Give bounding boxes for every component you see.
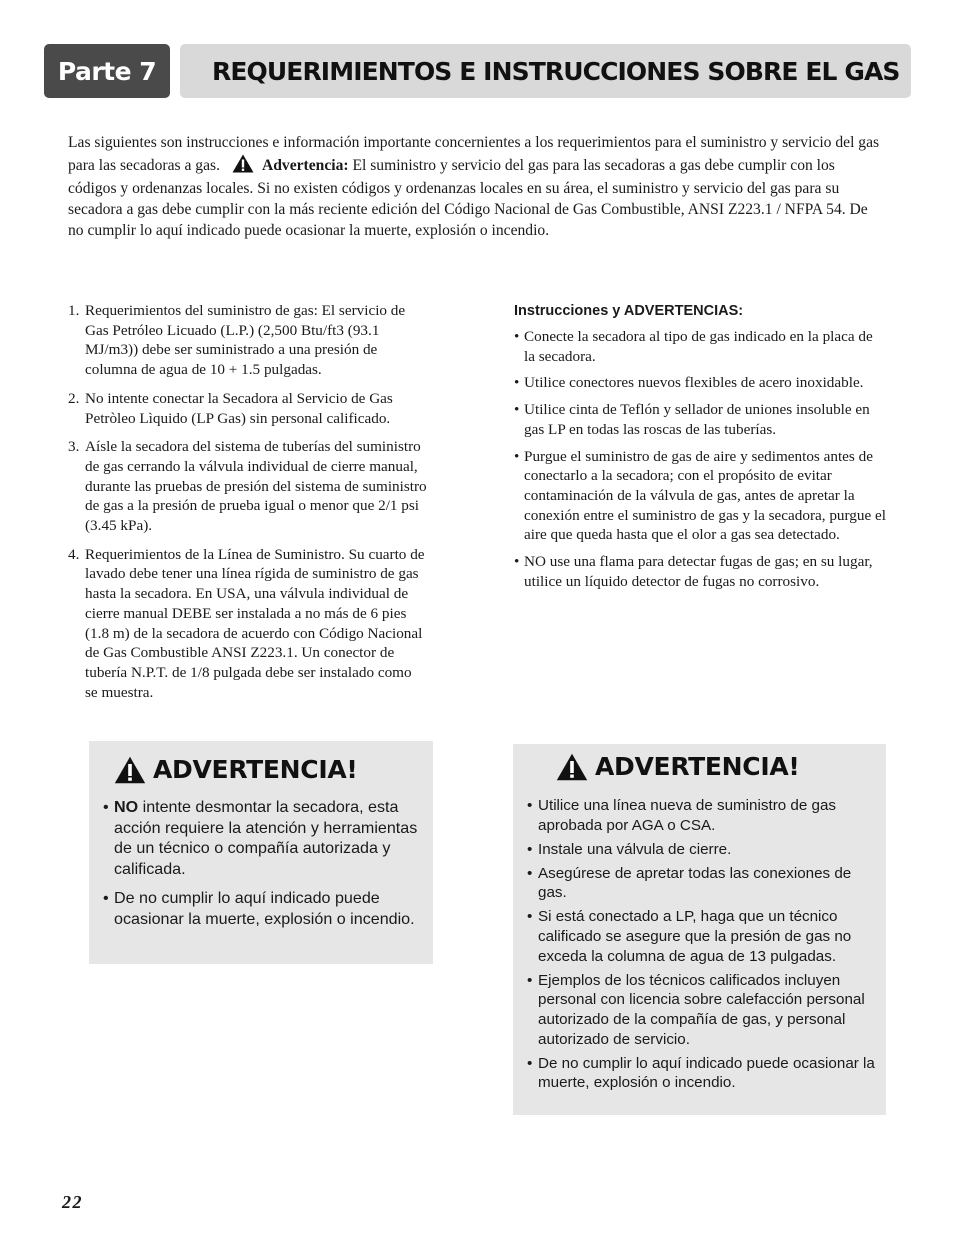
list-item: • Ejemplos de los técnicos calificados incluyen personal con licencia sobre calefacción personal autorizado de la compañía de gas, y personal autorizado de servicio. [527,971,865,1048]
instructions-list [514,327,886,598]
list-item: • Utilice una línea nueva de suministro de gas aprobada por AGA o CSA. [527,797,837,834]
warning-heading: ADVERTENCIA! [114,755,358,784]
list-item: 4. Requerimientos de la Línea de Suministro. Su cuarto de lavado debe tener una línea rígida de suministro de gas hasta la secadora. En USA, una válvula individual de cierre manual DEBE ser instalada a no más de 6 pies (1.8 m) de la secadora de acuerdo con Código Nacional de Gas Combustible ANSI Z223.1. Un conector de tubería N.P.T. de 1/8 pulgada debe ser instalado como se muestra. [68,545,425,701]
list-item: • De no cumplir lo aquí indicado puede ocasionar la muerte, explosión o incendio. [527,1054,875,1092]
part-label: Parte 7 [44,44,170,98]
list-item: • De no cumplir lo aquí indicado puede ocasionar la muerte, explosión o incendio. [103,888,415,928]
list-item: • Utilice cinta de Teflón y sellador de uniones insoluble en gas LP en todas las roscas de las tuberías. [514,401,870,438]
warning-triangle-icon [556,753,588,781]
list-item: • Utilice conectores nuevos flexibles de acero inoxidable. [514,374,864,392]
warning-heading: ADVERTENCIA! [556,752,800,781]
list-item: • Asegúrese de apretar todas las conexiones de gas. [527,864,852,902]
page-title: REQUERIMIENTOS E INSTRUCCIONES SOBRE EL GAS [212,56,900,86]
intro-paragraph [68,133,883,242]
list-item: 1. Requerimientos del suministro de gas: El servicio de Gas Petróleo Licuado (L.P.) (2,500 Btu/ft3 (93.1 MJ/m3)) debe ser suministrado a una presión de columna de agua de 10 + 1.5 pulgadas. [68,302,406,379]
requirements-list [68,301,428,711]
warning-box-left [89,741,433,964]
instructions-heading: Instrucciones y ADVERTENCIAS: [514,303,744,319]
list-item: • NO use una flama para detectar fugas de gas; en su lugar, utilice un líquido detector de fugas no corrosivo. [514,553,873,590]
title-bar [180,44,911,98]
list-item: • Conecte la secadora al tipo de gas indicado en la placa de la secadora. [514,328,873,365]
warning-list-left [103,797,425,937]
list-item: 2. No intente conectar la Secadora al Servicio de Gas Petròleo Lìquido (LP Gas) sin personal calificado. [68,389,393,427]
intro-warning-text: El suministro y servicio del gas para las secadoras a gas debe cumplir con los códigos y ordenanzas locales. Si no existen códigos y ordenanzas locales en su área, el suministro y servicio del gas para su secadora a gas debe cumplir con la más reciente edición del Código Nacional de Gas Combustible, ANSI Z223.1 / NFPA 54. De no cumplir lo aquí indicado puede ocasionar la muerte, explosión o incendio. [68,156,868,239]
warning-triangle-icon [232,154,254,180]
list-item: 3. Aísle la secadora del sistema de tuberías del suministro de gas cerrando la válvula individual de cierre manual, durante las pruebas de presión del sistema de suministro de gas a la presión de prueba igual o menor que 2/1 psi (3.45 kPa). [68,438,427,535]
warning-list-right [527,796,881,1097]
list-item: • Si está conectado a LP, haga que un técnico calificado se asegure que la presión de gas no exceda la columna de agua de 13 pulgadas. [527,908,852,965]
warning-box-right [513,744,886,1115]
warning-triangle-icon [114,756,146,784]
list-item: • Instale una válvula de cierre. [527,840,732,858]
warning-label: Advertencia: [261,156,349,174]
intro-text: Las siguientes son instrucciones e información importante concernientes a los requerimientos para el suministro y servicio del gas para las secadoras a gas. [68,134,880,174]
page-number: 22 [62,1192,83,1212]
list-item: • NO intente desmontar la secadora, esta acción requiere la atención y herramientas de un técnico o compañía autorizada y calificada. [103,798,418,879]
list-item: • Purgue el suministro de gas de aire y sedimentos antes de conectarlo a la secadora; con el propósito de evitar contaminación de la válvula de gas, antes de apretar la conexión entre el suministro de gas y la secadora, purgue el aire que queda hasta que el olor a gas sea detectado. [514,447,886,544]
